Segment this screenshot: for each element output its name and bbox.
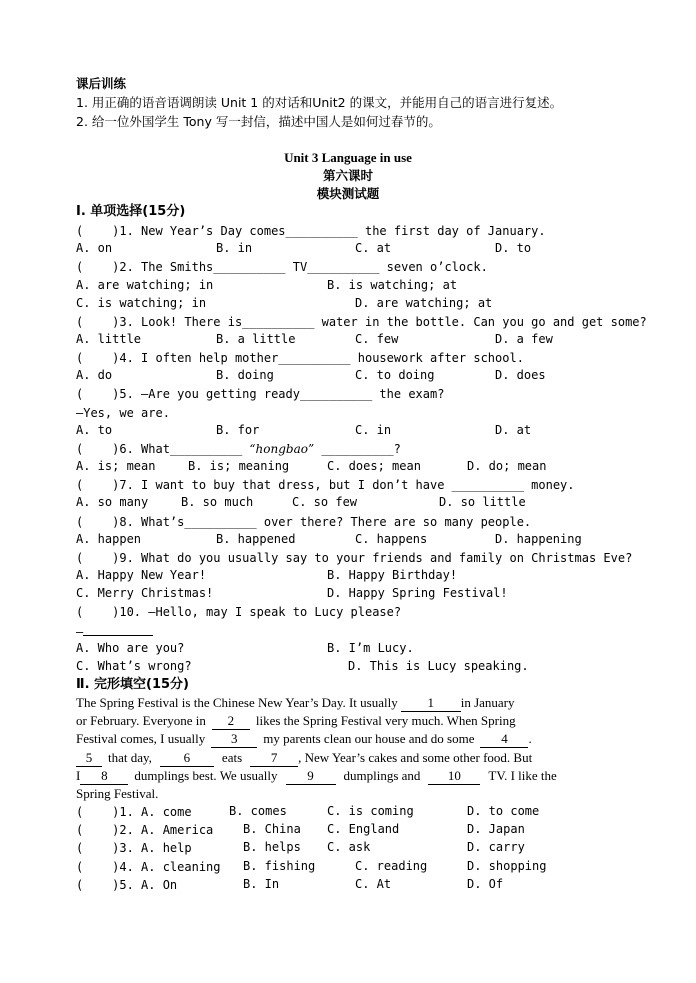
question-10-option-b: B. I’m Lucy. [327,641,414,655]
cloze-question-2-option-d: D. Japan [467,822,525,836]
cloze-question-2: ( )2. A. America [76,823,214,837]
passage-text: that day, [108,750,152,765]
passage-line-1 [76,695,515,712]
question-2-option-a: A. are watching; in [76,278,214,292]
passage-text: Festival comes, I usually [76,731,206,746]
passage-blank-4: 4 [480,731,528,748]
question-10-blank [83,623,153,636]
question-4-option-c: C. to doing [355,368,435,382]
lesson-title: 第六课时 [322,168,373,183]
passage-blank-8: 8 [80,768,128,785]
question-5-answer-line: —Yes, we are. [76,406,170,420]
question-7-stem: ( )7. I want to buy that dress, but I don’t have __________ money. [76,478,575,492]
passage-text: my parents clean our house and do some [263,731,475,746]
question-3-option-b: B. a little [216,332,296,346]
question-5-option-d: D. at [495,423,532,437]
passage-text: dumplings and [343,768,421,783]
question-3-option-a: A. little [76,332,142,346]
homework-item-2: 2. 给一位外国学生 Tony 写一封信，描述中国人是如何过春节的。 [76,114,441,129]
question-1-option-c: C. at [355,241,392,255]
question-1-option-d: D. to [495,241,532,255]
question-2-option-b: B. is watching; at [327,278,458,292]
cloze-question-3-option-d: D. carry [467,840,525,854]
question-9-option-a: A. Happy New Year! [76,568,207,582]
cloze-question-4-option-b: B. fishing [243,859,316,873]
question-9-option-b: B. Happy Birthday! [327,568,458,582]
question-6-hongbao: “hongbao” [249,442,315,456]
cloze-question-5: ( )5. A. On [76,878,178,892]
passage-blank-2: 2 [212,713,250,730]
question-6-option-b: B. is; meaning [188,459,290,473]
passage-line-2 [76,713,516,730]
question-8-option-a: A. happen [76,532,142,546]
cloze-question-3-option-c: C. ask [327,840,371,854]
passage-blank-6: 6 [160,750,214,767]
passage-text: in January [460,695,515,710]
passage-line-5 [76,768,557,785]
question-6-option-a: A. is; mean [76,459,156,473]
passage-text: eats [221,750,243,765]
passage-blank-9: 9 [286,768,336,785]
question-5-option-a: A. to [76,423,113,437]
question-7-option-d: D. so little [439,495,526,509]
homework-item-1: 1. 用正确的语音语调朗读 Unit 1 的对话和Unit2 的课文，并能用自己的语言进行复述。 [76,95,563,110]
cloze-question-1-option-b: B. comes [229,804,287,818]
cloze-question-1-option-d: D. to come [467,804,540,818]
cloze-question-5-option-b: B. In [243,877,280,891]
passage-blank-10: 10 [428,768,480,785]
question-8-stem: ( )8. What’s__________ over there? There are so many people. [76,515,532,529]
section2-title: Ⅱ. 完形填空(15分) [76,677,190,692]
question-6-stem-end: __________? [314,442,401,456]
question-10-option-a: A. Who are you? [76,641,185,655]
passage-line-3 [76,731,532,748]
section1-title: Ⅰ. 单项选择(15分) [76,204,186,219]
test-title: 模块测试题 [316,186,380,201]
question-3-option-d: D. a few [495,332,553,346]
question-6-option-d: D. do; mean [467,459,547,473]
question-10-stem: ( )10. —Hello, may I speak to Lucy please? [76,605,402,619]
question-4-option-a: A. do [76,368,113,382]
cloze-question-3-option-b: B. helps [243,840,301,854]
question-4-option-d: D. does [495,368,546,382]
question-1-option-b: B. in [216,241,253,255]
passage-text: dumplings best. We usually [134,768,278,783]
passage-text: likes the Spring Festival very much. When Spring [255,713,516,728]
question-1-stem: ( )1. New Year’s Day comes__________ the first day of January. [76,224,546,238]
question-2-stem: ( )2. The Smiths__________ TV__________ seven o’clock. [76,260,488,274]
question-8-option-c: C. happens [355,532,428,546]
question-7-option-b: B. so much [181,495,254,509]
cloze-question-5-option-c: C. At [355,877,392,891]
question-10-option-c: C. What’s wrong? [76,659,192,673]
homework-title: 课后训练 [76,76,127,91]
question-10-dash: — [76,625,84,639]
question-2-option-c: C. is watching; in [76,296,207,310]
question-4-option-b: B. doing [216,368,274,382]
question-4-stem: ( )4. I often help mother__________ housework after school. [76,351,524,365]
cloze-question-5-option-d: D. Of [467,877,504,891]
passage-line-4 [76,750,532,767]
passage-text: , New Year’s cakes and some other food. But [298,750,533,765]
question-8-option-d: D. happening [495,532,582,546]
question-2-option-d: D. are watching; at [355,296,493,310]
question-9-stem: ( )9. What do you usually say to your friends and family on Christmas Eve? [76,551,633,565]
cloze-question-4: ( )4. A. cleaning [76,860,221,874]
passage-text: TV. I like the [488,768,557,783]
question-5-stem: ( )5. —Are you getting ready__________ the exam? [76,387,445,401]
question-3-option-c: C. few [355,332,399,346]
passage-text: . [528,731,532,746]
passage-text: I [76,768,81,783]
question-6-stem [76,441,401,457]
cloze-question-2-option-b: B. China [243,822,301,836]
passage-line-6: Spring Festival. [76,786,159,801]
question-7-option-a: A. so many [76,495,149,509]
question-9-option-d: D. Happy Spring Festival! [327,586,508,600]
question-1-option-a: A. on [76,241,113,255]
question-10-option-d: D. This is Lucy speaking. [348,659,529,673]
cloze-question-4-option-d: D. shopping [467,859,547,873]
unit-title: Unit 3 Language in use [284,150,412,165]
passage-blank-7: 7 [250,750,298,767]
cloze-question-4-option-c: C. reading [355,859,428,873]
question-6-option-c: C. does; mean [327,459,421,473]
cloze-question-1-option-c: C. is coming [327,804,414,818]
question-7-option-c: C. so few [292,495,358,509]
cloze-question-1: ( )1. A. come [76,805,192,819]
passage-blank-3: 3 [211,731,257,748]
passage-blank-5: 5 [76,750,102,767]
passage-text: The Spring Festival is the Chinese New Year’s Day. It usually [76,695,398,710]
question-10-answer-line [76,623,153,640]
cloze-question-3: ( )3. A. help [76,841,192,855]
question-5-option-b: B. for [216,423,260,437]
passage-blank-1: 1 [401,695,461,712]
question-9-option-c: C. Merry Christmas! [76,586,214,600]
question-8-option-b: B. happened [216,532,296,546]
cloze-question-2-option-c: C. England [327,822,400,836]
question-6-stem-start: ( )6. What__________ [76,442,250,456]
question-3-stem: ( )3. Look! There is__________ water in the bottle. Can you go and get some? [76,315,647,329]
question-5-option-c: C. in [355,423,392,437]
passage-text: or February. Everyone in [76,713,206,728]
